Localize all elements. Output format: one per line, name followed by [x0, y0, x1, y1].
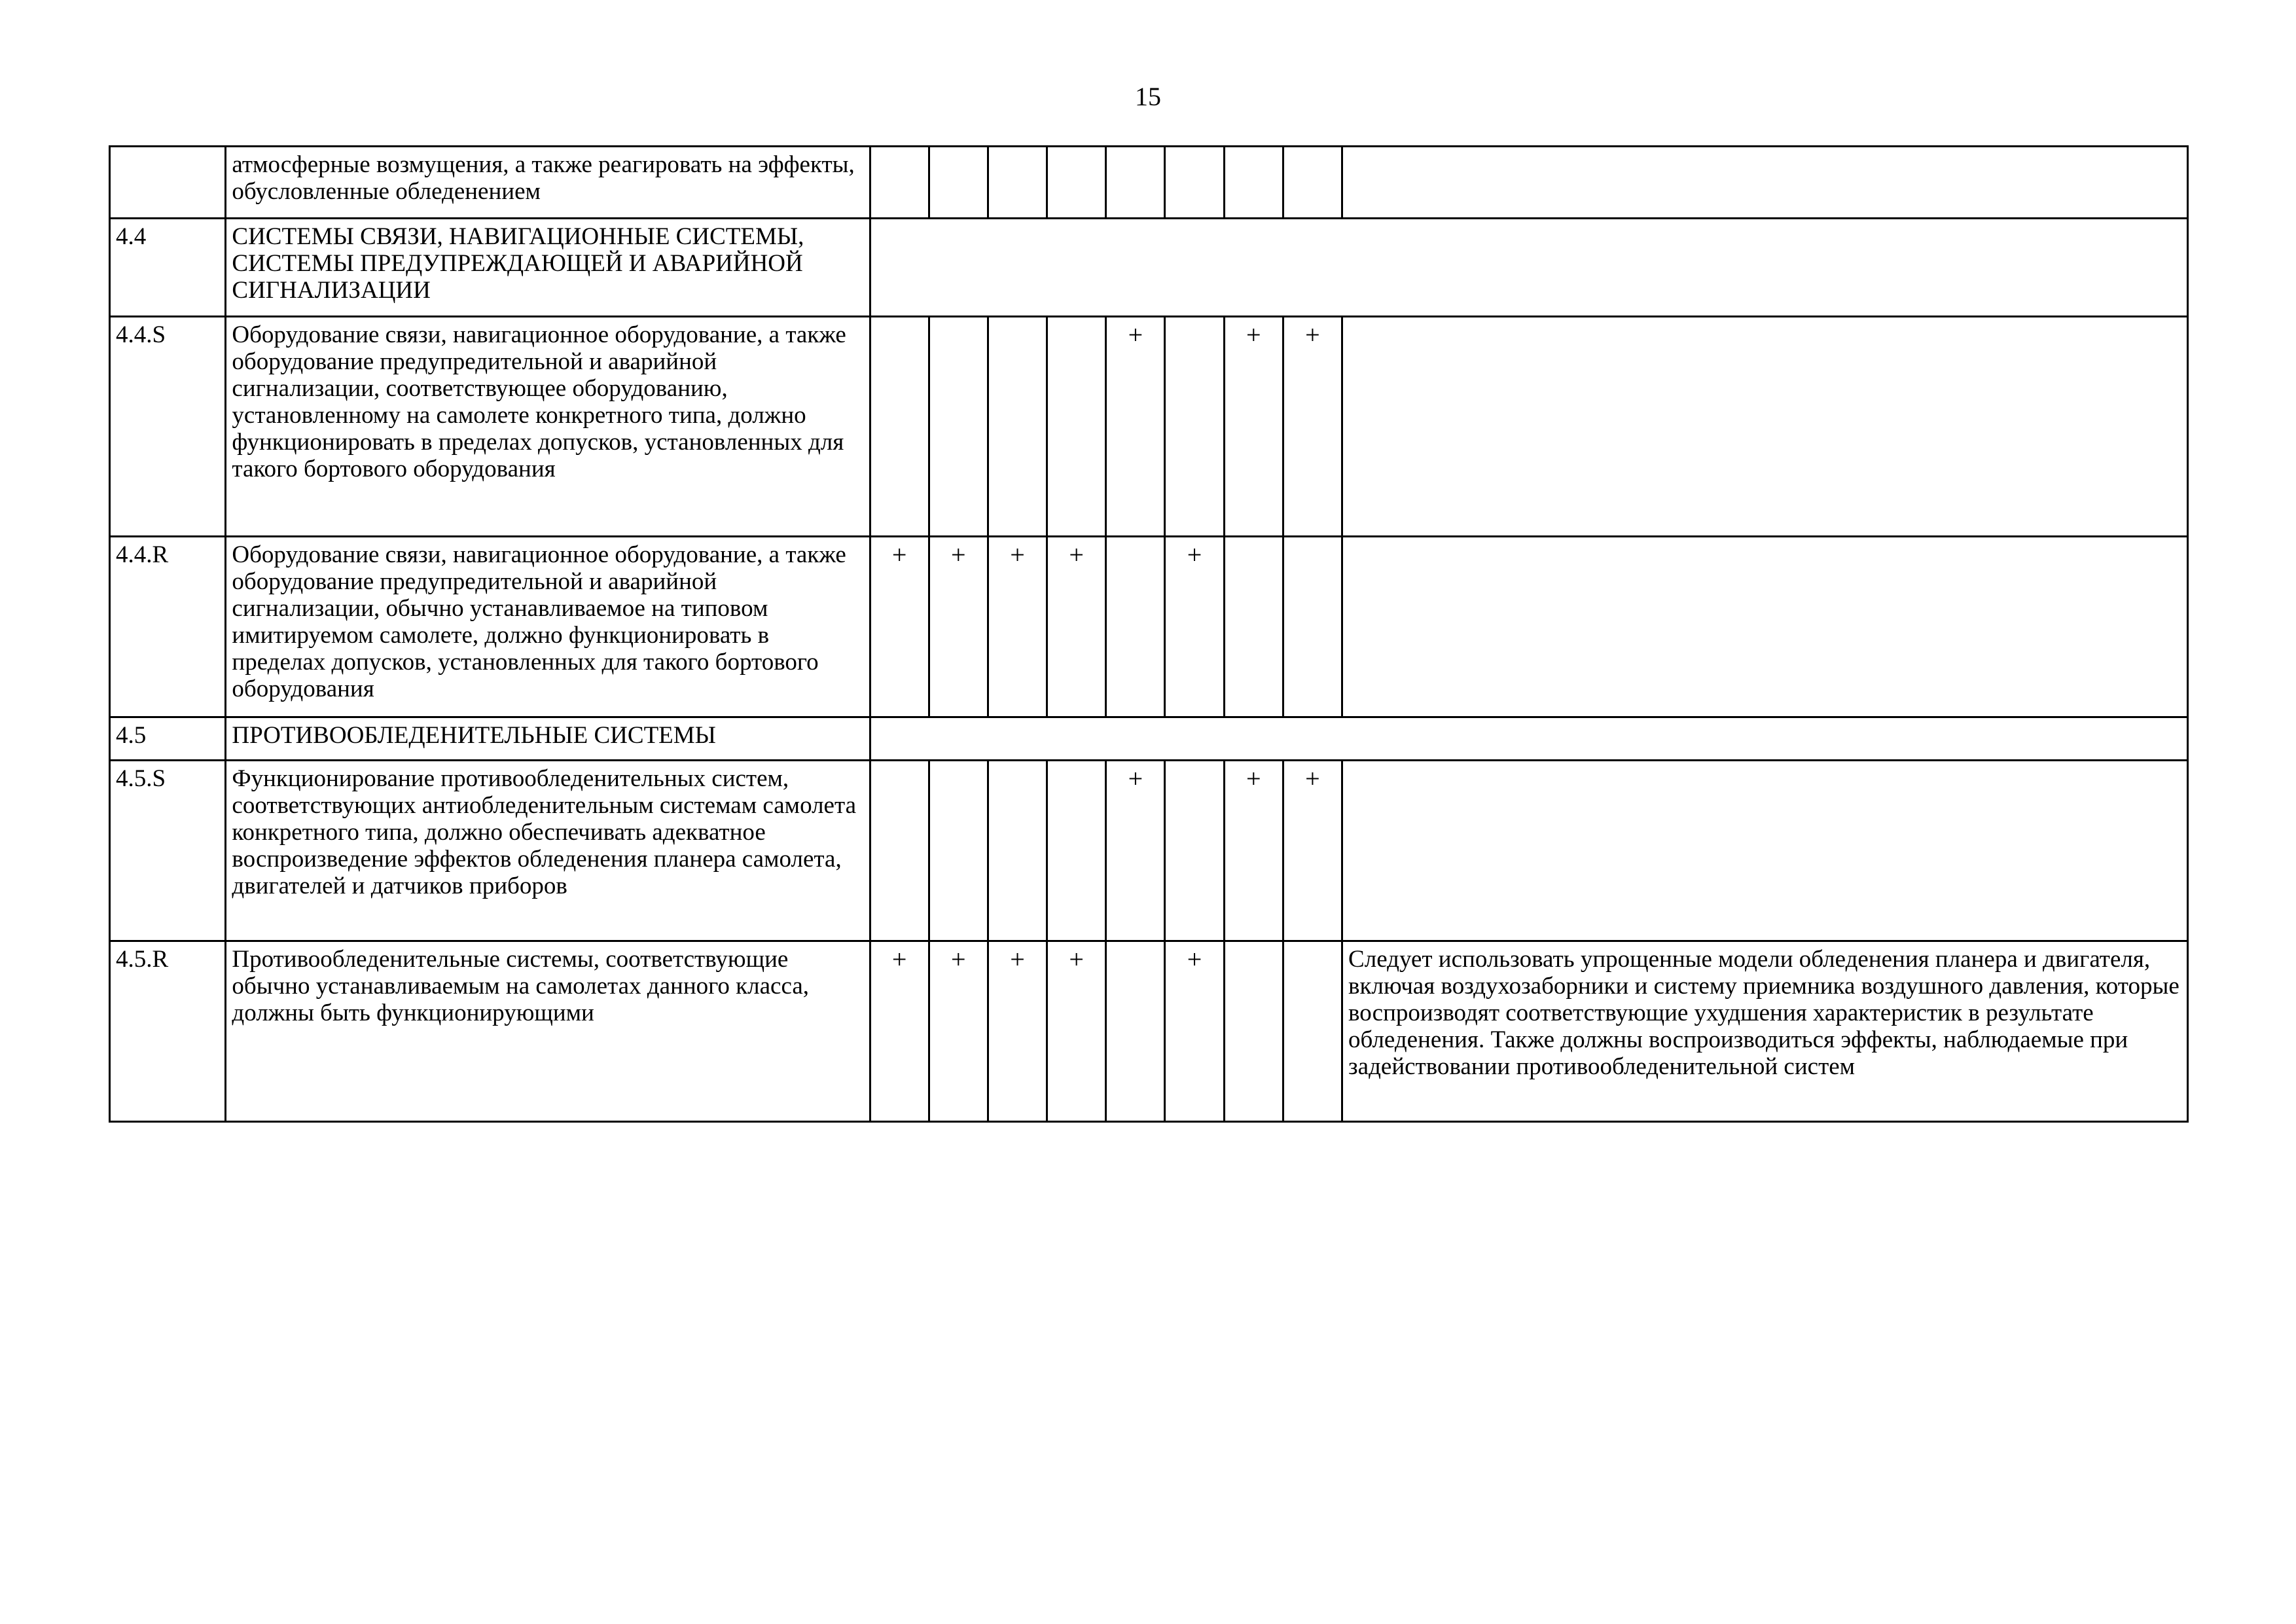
- mark-cell: +: [1224, 761, 1283, 941]
- row-text: Оборудование связи, навигационное оборудование, а также оборудование предупредительной и аварийной сигнализации, обычно устанавливаемое на типовом имитируемом самолете, должно функционировать в пределах допусков, установленных для такого бортового оборудования: [226, 537, 870, 717]
- section-blank-cell: [870, 717, 2187, 761]
- mark-cell: [870, 317, 929, 537]
- mark-cell: [929, 761, 988, 941]
- mark-cell: [870, 761, 929, 941]
- page-number: 15: [1135, 82, 1161, 111]
- table-row: [110, 941, 2188, 1122]
- mark-cell: +: [1047, 941, 1106, 1122]
- note-cell: [1342, 317, 2188, 537]
- mark-cell: [929, 147, 988, 219]
- mark-cell: [1106, 147, 1165, 219]
- row-number: 4.4.R: [110, 537, 226, 717]
- section-header-row: [110, 717, 2188, 761]
- mark-cell: [1106, 941, 1165, 1122]
- mark-cell: +: [929, 537, 988, 717]
- row-number: 4.5.R: [110, 941, 226, 1122]
- mark-cell: [1224, 537, 1283, 717]
- row-number: 4.5.S: [110, 761, 226, 941]
- mark-cell: [1047, 761, 1106, 941]
- note-cell: [1342, 537, 2188, 717]
- mark-cell: [1224, 147, 1283, 219]
- requirements-table: [109, 145, 2189, 1123]
- mark-cell: +: [1106, 761, 1165, 941]
- mark-cell: +: [870, 941, 929, 1122]
- table-row: [110, 317, 2188, 537]
- note-cell: [1342, 761, 2188, 941]
- mark-cell: [929, 317, 988, 537]
- mark-cell: +: [870, 537, 929, 717]
- section-number: 4.4: [110, 219, 226, 317]
- mark-cell: [988, 761, 1047, 941]
- mark-cell: [1165, 317, 1224, 537]
- mark-cell: +: [1283, 761, 1342, 941]
- mark-cell: +: [1047, 537, 1106, 717]
- mark-cell: +: [1165, 537, 1224, 717]
- mark-cell: [1283, 537, 1342, 717]
- section-number: 4.5: [110, 717, 226, 761]
- mark-cell: [1047, 317, 1106, 537]
- mark-cell: [1165, 147, 1224, 219]
- section-title: ПРОТИВООБЛЕДЕНИТЕЛЬНЫЕ СИСТЕМЫ: [226, 717, 870, 761]
- row-text: Функционирование противообледенительных систем, соответствующих антиобледенительным системам самолета конкретного типа, должно обеспечивать адекватное воспроизведение эффектов обледенения планера самолета, двигателей и датчиков приборов: [226, 761, 870, 941]
- mark-cell: [870, 147, 929, 219]
- section-title: СИСТЕМЫ СВЯЗИ, НАВИГАЦИОННЫЕ СИСТЕМЫ, СИСТЕМЫ ПРЕДУПРЕЖДАЮЩЕЙ И АВАРИЙНОЙ СИГНАЛИЗАЦИИ: [226, 219, 870, 317]
- mark-cell: [1106, 537, 1165, 717]
- mark-cell: [988, 317, 1047, 537]
- mark-cell: +: [929, 941, 988, 1122]
- row-text: Оборудование связи, навигационное оборудование, а также оборудование предупредительной и аварийной сигнализации, соответствующее оборудованию, установленному на самолете конкретного типа, должно функционировать в пределах допусков, установленных для такого бортового оборудования: [226, 317, 870, 537]
- section-blank-cell: [870, 219, 2187, 317]
- section-header-row: [110, 219, 2188, 317]
- mark-cell: +: [988, 537, 1047, 717]
- table-row: [110, 537, 2188, 717]
- row-text: Противообледенительные системы, соответствующие обычно устанавливаемым на самолетах данного класса, должны быть функционирующими: [226, 941, 870, 1122]
- mark-cell: [1283, 147, 1342, 219]
- mark-cell: +: [988, 941, 1047, 1122]
- mark-cell: +: [1283, 317, 1342, 537]
- mark-cell: +: [1106, 317, 1165, 537]
- mark-cell: [1224, 941, 1283, 1122]
- row-number: [110, 147, 226, 219]
- row-text: атмосферные возмущения, а также реагировать на эффекты, обусловленные обледенением: [226, 147, 870, 219]
- mark-cell: +: [1165, 941, 1224, 1122]
- mark-cell: [988, 147, 1047, 219]
- table-row: [110, 147, 2188, 219]
- mark-cell: [1165, 761, 1224, 941]
- mark-cell: +: [1224, 317, 1283, 537]
- note-cell: [1342, 147, 2188, 219]
- row-number: 4.4.S: [110, 317, 226, 537]
- mark-cell: [1047, 147, 1106, 219]
- note-cell: Следует использовать упрощенные модели обледенения планера и двигателя, включая воздухозаборники и систему приемника воздушного давления, которые воспроизводят соответствующие ухудшения характеристик в результате обледенения. Также должны воспроизводиться эффекты, наблюдаемые при задействовании противообледенительной систем: [1342, 941, 2188, 1122]
- table-row: [110, 761, 2188, 941]
- mark-cell: [1283, 941, 1342, 1122]
